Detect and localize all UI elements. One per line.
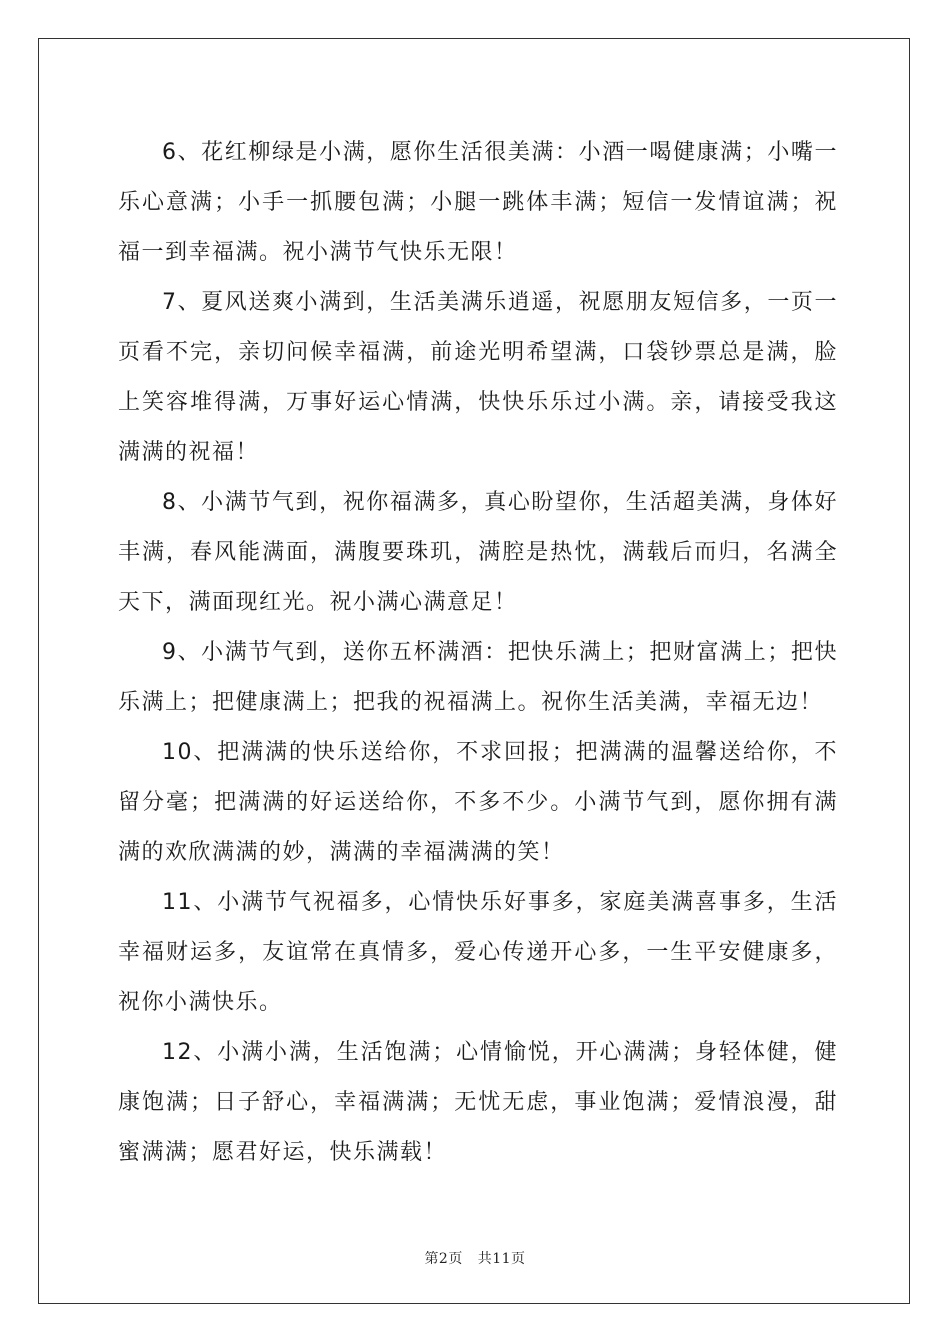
total-pages: 共11页 (477, 1251, 526, 1267)
paragraph-11: 11、小满节气祝福多，心情快乐好事多，家庭美满喜事多，生活幸福财运多，友谊常在真情多，爱心传递开心多，一生平安健康多，祝你小满快乐。 (118, 890, 838, 1015)
paragraph-10: 10、把满满的快乐送给你，不求回报；把满满的温馨送给你，不留分毫；把满满的好运送给你，不多不少。小满节气到，愿你拥有满满的欢欣满满的妙，满满的幸福满满的笑！ (118, 740, 838, 865)
page-number: 第2页 (424, 1251, 463, 1267)
page-footer (0, 1248, 950, 1268)
paragraph-6: 6、花红柳绿是小满，愿你生活很美满：小酒一喝健康满；小嘴一乐心意满；小手一抓腰包满；小腿一跳体丰满；短信一发情谊满；祝福一到幸福满。祝小满节气快乐无限！ (118, 140, 838, 265)
paragraph-12: 12、小满小满，生活饱满；心情愉悦，开心满满；身轻体健，健康饱满；日子舒心，幸福满满；无忧无虑，事业饱满；爱情浪漫，甜蜜满满；愿君好运，快乐满载！ (118, 1040, 838, 1165)
paragraph-7: 7、夏风送爽小满到，生活美满乐逍遥，祝愿朋友短信多，一页一页看不完，亲切问候幸福满，前途光明希望满，口袋钞票总是满，脸上笑容堆得满，万事好运心情满，快快乐乐过小满。亲，请接受我这满满的祝福！ (118, 290, 838, 465)
paragraph-9: 9、小满节气到，送你五杯满酒：把快乐满上；把财富满上；把快乐满上；把健康满上；把我的祝福满上。祝你生活美满，幸福无边！ (118, 640, 838, 715)
paragraph-8: 8、小满节气到，祝你福满多，真心盼望你，生活超美满，身体好丰满，春风能满面，满腹要珠玑，满腔是热忱，满载后而归，名满全天下，满面现红光。祝小满心满意足！ (118, 490, 838, 615)
document-body (118, 128, 838, 1178)
